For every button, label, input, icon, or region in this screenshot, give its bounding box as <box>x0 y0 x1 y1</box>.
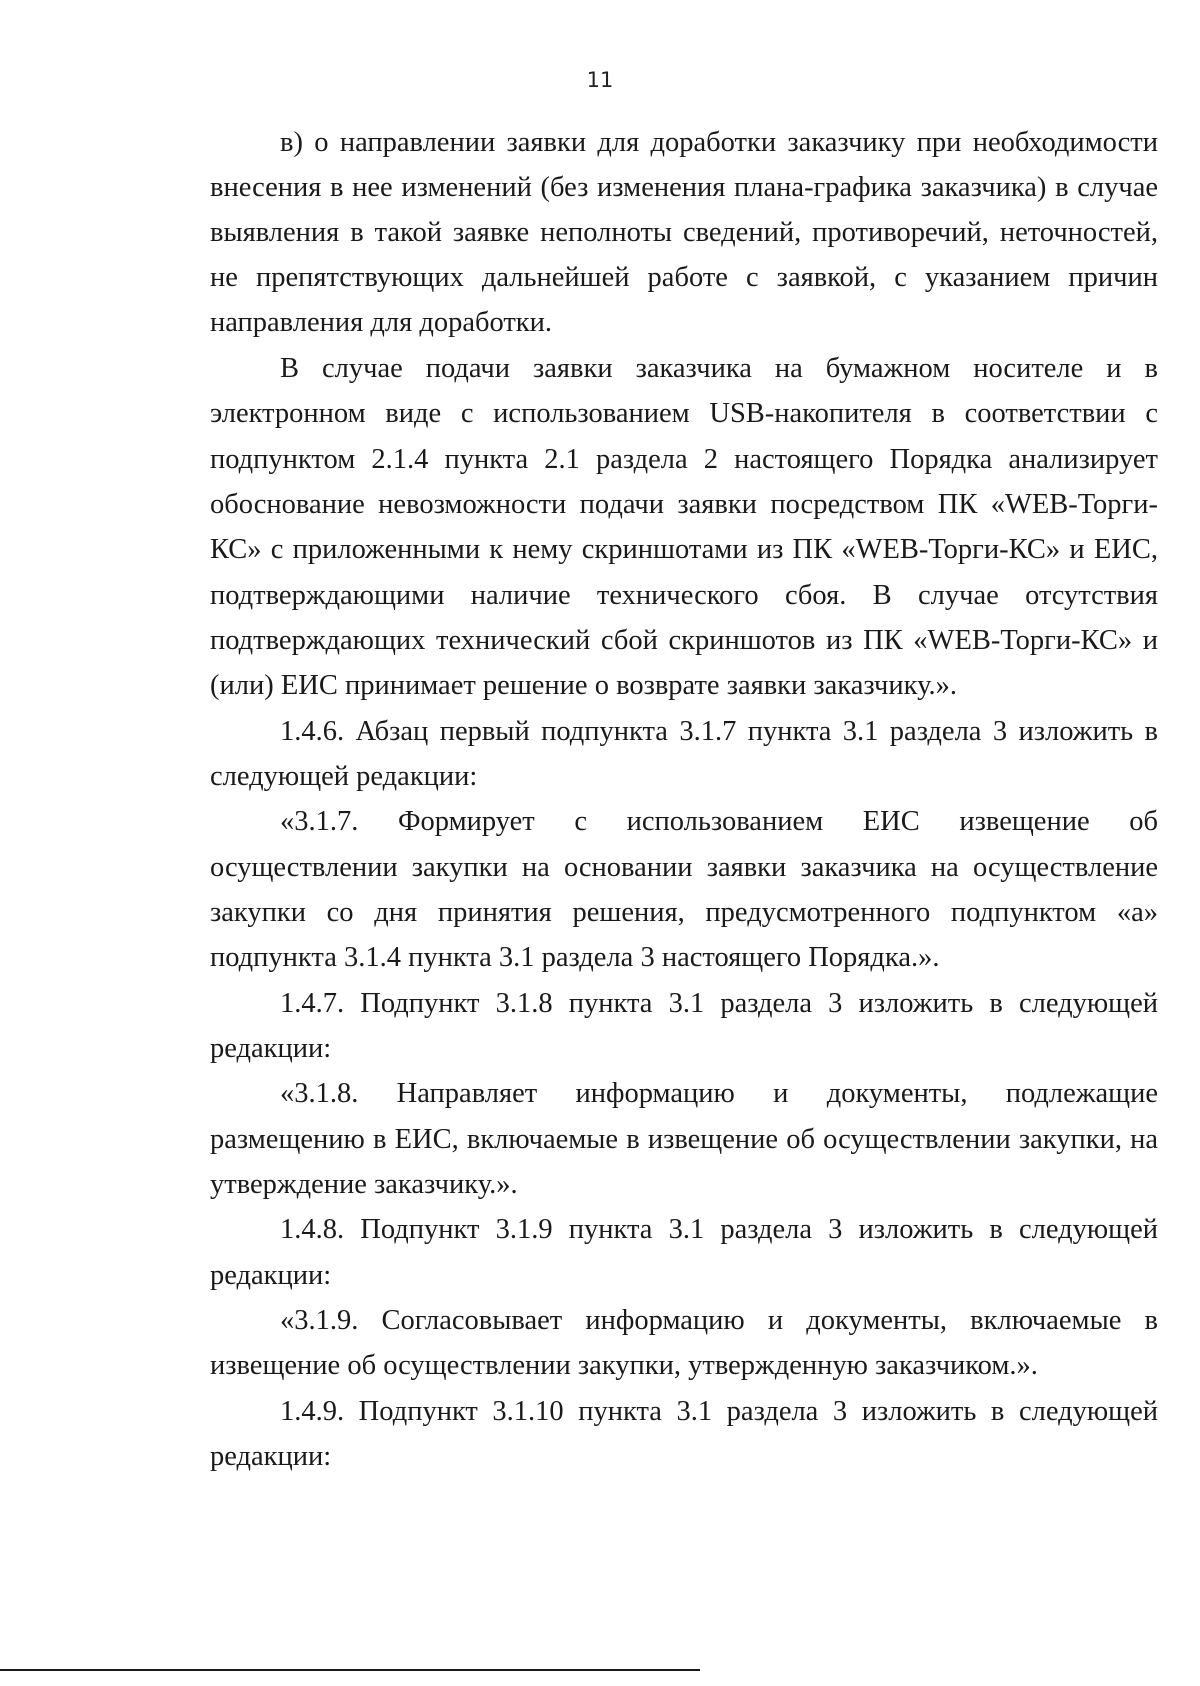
text-line: «3.1.9. Согласовывает информацию и документы, включаемые в <box>280 1305 1158 1336</box>
text-line: 1.4.9. Подпункт 3.1.10 пункта 3.1 раздела 3 изложить в следующей <box>280 1396 1158 1427</box>
text-line: редакции: <box>210 1033 332 1064</box>
text-line: «3.1.7. Формирует с использованием ЕИС извещение об <box>280 806 1158 837</box>
text-line: размещению в ЕИС, включаемые в извещение об осуществлении закупки, на <box>210 1124 1158 1155</box>
text-line: подпунктом 2.1.4 пункта 2.1 раздела 2 настоящего Порядка анализирует <box>210 444 1158 475</box>
text-line: выявления в такой заявке неполноты сведений, противоречий, неточностей, <box>210 217 1158 248</box>
text-line: (или) ЕИС принимает решение о возврате заявки заказчику.». <box>210 670 957 701</box>
bottom-rule <box>0 1669 700 1671</box>
text-line: извещение об осуществлении закупки, утвержденную заказчиком.». <box>210 1350 1038 1381</box>
text-line: В случае подачи заявки заказчика на бумажном носителе и в <box>280 353 1158 384</box>
text-line: осуществлении закупки на основании заявки заказчика на осуществление <box>210 852 1158 883</box>
text-line: 1.4.7. Подпункт 3.1.8 пункта 3.1 раздела 3 изложить в следующей <box>280 988 1158 1019</box>
text-line: редакции: <box>210 1260 332 1291</box>
text-line: направления для доработки. <box>210 307 553 338</box>
text-line: «3.1.8. Направляет информацию и документы, подлежащие <box>280 1078 1158 1109</box>
text-line: закупки со дня принятия решения, предусмотренного подпунктом «а» <box>210 897 1158 928</box>
text-line: КС» с приложенными к нему скриншотами из ПК «WEB-Торги-КС» и ЕИС, <box>210 534 1158 565</box>
text-line: в) о направлении заявки для доработки заказчику при необходимости <box>280 127 1158 158</box>
text-line: электронном виде с использованием USB-накопителя в соответствии с <box>210 398 1158 429</box>
text-line: утверждение заказчику.». <box>210 1169 518 1200</box>
text-line: редакции: <box>210 1441 332 1472</box>
text-line: подтверждающими наличие технического сбоя. В случае отсутствия <box>210 580 1158 611</box>
text-line: внесения в нее изменений (без изменения плана-графика заказчика) в случае <box>210 172 1158 203</box>
text-line: следующей редакции: <box>210 761 478 792</box>
text-line: обоснование невозможности подачи заявки посредством ПК «WEB-Торги- <box>210 489 1158 520</box>
text-line: 1.4.8. Подпункт 3.1.9 пункта 3.1 раздела 3 изложить в следующей <box>280 1214 1158 1245</box>
text-line: не препятствующих дальнейшей работе с заявкой, с указанием причин <box>210 262 1158 293</box>
text-line: 1.4.6. Абзац первый подпункта 3.1.7 пункта 3.1 раздела 3 изложить в <box>280 716 1158 747</box>
text-line: подтверждающих технический сбой скриншотов из ПК «WEB-Торги-КС» и <box>210 625 1158 656</box>
page-number: 11 <box>586 68 614 92</box>
text-line: подпункта 3.1.4 пункта 3.1 раздела 3 настоящего Порядка.». <box>210 942 940 973</box>
